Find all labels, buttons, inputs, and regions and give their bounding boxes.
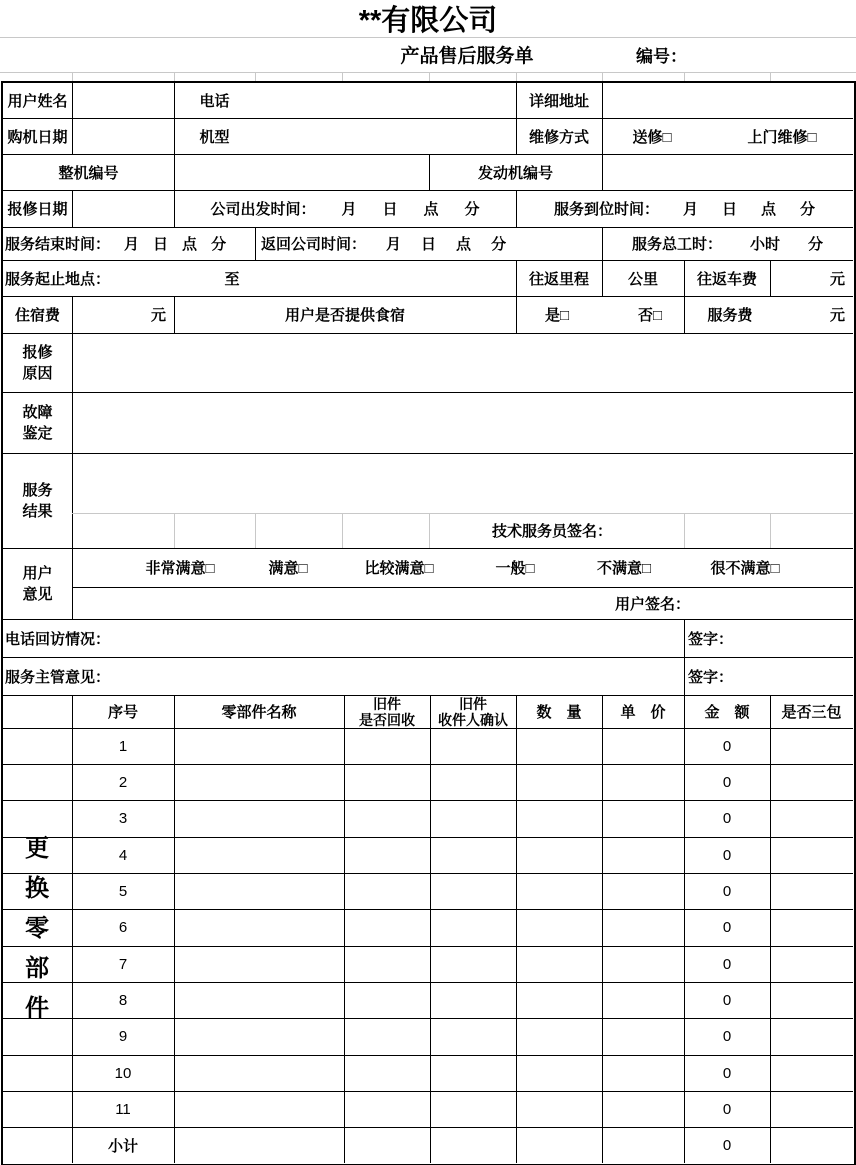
parts-row-name-input[interactable] xyxy=(175,874,343,908)
parts-row-name-input[interactable] xyxy=(175,1056,343,1090)
model-label: 机型 xyxy=(199,128,230,146)
service-result-label xyxy=(3,453,72,548)
grid-line xyxy=(255,72,256,81)
repair-mode-label: 维修方式 xyxy=(528,128,589,146)
fault-diagnosis-line2: 鉴定 xyxy=(22,424,53,442)
fault-diagnosis-line1: 故障 xyxy=(22,403,53,421)
company-title: **有限公司 xyxy=(358,5,498,37)
replace-parts-char: 部 xyxy=(25,955,50,982)
user-sign-label[interactable]: 用户签名： xyxy=(615,595,691,613)
hour-label: 点 xyxy=(761,201,777,218)
depart-time-label: 公司出发时间： xyxy=(210,201,316,218)
satisfaction-very-unsatisfied-checkbox[interactable]: 很不满意□ xyxy=(710,560,780,577)
grid-line xyxy=(342,72,343,81)
month-label: 月 xyxy=(341,201,357,218)
parts-row-amount: 0 xyxy=(722,991,732,1009)
parts-header-three-pack: 是否三包 xyxy=(781,704,842,721)
mileage-label: 往返里程 xyxy=(528,270,589,288)
model-input[interactable] xyxy=(256,119,515,153)
phone-label: 电话 xyxy=(199,93,230,110)
parts-header-qty: 数 量 xyxy=(536,704,582,721)
grid-line xyxy=(429,72,430,81)
parts-row-amount: 0 xyxy=(722,846,732,864)
old-recycle-line2: 是否回收 xyxy=(359,711,415,728)
repair-reason-line1: 报修 xyxy=(22,343,53,361)
minute-label: 分 xyxy=(491,236,507,253)
callback-label[interactable]: 电话回访情况： xyxy=(5,630,111,648)
total-hours-cell[interactable] xyxy=(602,227,853,260)
engine-no-input[interactable] xyxy=(603,155,852,189)
km-label: 公里 xyxy=(627,270,658,288)
user-name-label: 用户姓名 xyxy=(7,93,68,110)
manager-sign-label[interactable]: 签字： xyxy=(688,668,734,686)
address-label: 详细地址 xyxy=(528,93,589,110)
parts-row-amount: 0 xyxy=(722,882,732,900)
machine-no-label: 整机编号 xyxy=(58,164,119,182)
satisfaction-unsatisfied-checkbox[interactable]: 不满意□ xyxy=(596,560,652,577)
lodging-label: 住宿费 xyxy=(14,307,60,324)
yuan-label: 元 xyxy=(829,307,845,324)
total-hours-label: 服务总工时： xyxy=(631,236,722,253)
parts-row-amount: 0 xyxy=(722,737,732,755)
user-opinion-label xyxy=(3,548,72,619)
parts-row-seq: 1 xyxy=(118,737,128,755)
parts-row-seq: 5 xyxy=(118,882,128,900)
parts-row-name-input[interactable] xyxy=(175,983,343,1017)
minute-label: 分 xyxy=(464,201,480,218)
depart-time-cell[interactable] xyxy=(174,190,516,227)
minute-label: 分 xyxy=(808,236,824,253)
machine-no-input[interactable] xyxy=(175,155,428,189)
grid-line xyxy=(72,72,73,81)
replace-parts-char: 换 xyxy=(25,875,50,902)
repair-reason-input[interactable] xyxy=(73,334,852,391)
parts-row-name-input[interactable] xyxy=(175,801,343,836)
minute-label: 分 xyxy=(211,236,227,253)
onsite-repair-checkbox[interactable]: 上门维修□ xyxy=(747,128,817,146)
month-label: 月 xyxy=(682,201,698,218)
engine-no-label: 发动机编号 xyxy=(477,164,553,182)
parts-subtotal-label: 小计 xyxy=(107,1137,138,1155)
parts-row-seq: 10 xyxy=(114,1064,132,1082)
route-label: 服务起止地点： xyxy=(5,270,111,288)
grid-line xyxy=(516,72,517,81)
minute-label: 分 xyxy=(800,201,816,218)
day-label: 日 xyxy=(382,201,398,218)
parts-row-seq: 3 xyxy=(118,810,128,827)
parts-row-name-input[interactable] xyxy=(175,765,343,799)
replace-parts-char: 件 xyxy=(25,995,50,1022)
repair-reason-label xyxy=(3,333,72,392)
parts-row-seq: 7 xyxy=(118,955,128,973)
fault-diagnosis-input[interactable] xyxy=(73,393,852,452)
old-confirm-line1: 旧件 xyxy=(459,695,487,712)
parts-row-amount: 0 xyxy=(722,1064,732,1082)
parts-row-amount: 0 xyxy=(722,919,732,936)
parts-row-amount: 0 xyxy=(722,955,732,973)
parts-row-amount: 0 xyxy=(722,773,732,791)
hours-unit-label: 小时 xyxy=(749,236,780,253)
satisfaction-very-satisfied-checkbox[interactable]: 非常满意□ xyxy=(145,560,215,577)
service-fee-label: 服务费 xyxy=(707,307,753,324)
parts-subtotal-amount: 0 xyxy=(722,1136,732,1154)
replace-parts-char: 更 xyxy=(25,835,50,862)
grid-line xyxy=(430,695,431,1163)
month-label: 月 xyxy=(124,236,140,253)
parts-header-seq: 序号 xyxy=(107,704,138,721)
tech-sign-label[interactable]: 技术服务员签名： xyxy=(492,523,613,540)
satisfaction-fairly-satisfied-checkbox[interactable]: 比较满意□ xyxy=(364,560,434,577)
satisfaction-average-checkbox[interactable]: 一般□ xyxy=(495,560,535,577)
day-label: 日 xyxy=(721,201,737,218)
parts-row-amount: 0 xyxy=(722,810,732,827)
end-time-cell[interactable] xyxy=(3,227,257,260)
parts-row-seq: 8 xyxy=(118,991,128,1009)
board-label: 用户是否提供食宿 xyxy=(284,307,405,324)
callback-sign-label[interactable]: 签字： xyxy=(688,630,734,648)
replace-parts-char: 零 xyxy=(25,915,50,942)
grid-line xyxy=(684,72,685,81)
grid-line xyxy=(0,37,856,38)
fault-diagnosis-label xyxy=(3,392,72,453)
serial-label: 编号： xyxy=(636,47,687,66)
parts-row-name-input[interactable] xyxy=(175,1019,343,1054)
replace-parts-section-label xyxy=(3,695,72,1163)
service-result-line1: 服务 xyxy=(22,481,53,499)
service-result-input[interactable] xyxy=(73,454,852,512)
day-label: 日 xyxy=(421,236,437,253)
purchase-date-label: 购机日期 xyxy=(7,128,68,146)
parts-row-seq: 6 xyxy=(118,919,128,936)
parts-row-name-input[interactable] xyxy=(175,729,343,763)
grid-line xyxy=(770,72,771,81)
address-input[interactable] xyxy=(603,84,852,117)
phone-input[interactable] xyxy=(256,84,515,117)
grid-line xyxy=(174,72,175,81)
hour-label: 点 xyxy=(182,236,198,253)
report-date-label: 报修日期 xyxy=(7,201,68,218)
parts-row-amount: 0 xyxy=(722,1028,732,1045)
route-to-label: 至 xyxy=(224,270,240,288)
parts-header-old-confirm xyxy=(430,695,516,728)
satisfaction-satisfied-checkbox[interactable]: 满意□ xyxy=(268,560,308,577)
user-name-input[interactable] xyxy=(73,84,173,117)
form-title: 产品售后服务单 xyxy=(400,46,534,67)
parts-row-seq: 9 xyxy=(118,1028,128,1045)
send-repair-checkbox[interactable]: 送修□ xyxy=(632,128,672,146)
return-time-cell[interactable] xyxy=(255,227,608,260)
parts-header-price: 单 价 xyxy=(620,704,666,721)
grid-line xyxy=(602,72,603,81)
parts-row-seq: 4 xyxy=(118,846,128,864)
service-result-line2: 结果 xyxy=(22,502,53,520)
grid-line xyxy=(0,72,856,73)
parts-header-amount: 金 额 xyxy=(704,704,750,721)
parts-row-name-input[interactable] xyxy=(175,838,343,872)
parts-header-old-recycle xyxy=(344,695,430,728)
fare-label: 往返车费 xyxy=(696,270,757,288)
arrive-time-label: 服务到位时间： xyxy=(553,201,659,218)
parts-row-name-input[interactable] xyxy=(175,1092,343,1126)
hour-label: 点 xyxy=(423,201,439,218)
user-opinion-line1: 用户 xyxy=(22,564,53,582)
purchase-date-input[interactable] xyxy=(73,119,173,153)
board-yes-checkbox[interactable]: 是□ xyxy=(544,307,570,324)
parts-row-seq: 11 xyxy=(115,1100,131,1118)
grid-line xyxy=(770,695,771,1163)
board-no-checkbox[interactable]: 否□ xyxy=(637,307,663,324)
day-label: 日 xyxy=(153,236,169,253)
manager-opinion-label[interactable]: 服务主管意见： xyxy=(5,668,111,686)
report-date-input[interactable] xyxy=(73,191,173,226)
yuan-label: 元 xyxy=(829,270,845,288)
parts-header-name: 零部件名称 xyxy=(221,704,297,721)
user-opinion-line2: 意见 xyxy=(22,585,53,603)
repair-reason-line2: 原因 xyxy=(22,364,53,382)
parts-row-seq: 2 xyxy=(118,773,128,791)
old-recycle-line1: 旧件 xyxy=(373,695,401,712)
return-time-label: 返回公司时间： xyxy=(261,236,367,253)
hour-label: 点 xyxy=(456,236,472,253)
grid-line xyxy=(602,695,603,1163)
grid-line xyxy=(516,695,517,1163)
month-label: 月 xyxy=(386,236,402,253)
route-input[interactable] xyxy=(250,261,515,295)
yuan-label: 元 xyxy=(150,307,166,324)
parts-row-name-input[interactable] xyxy=(175,910,343,945)
grid-line xyxy=(344,695,345,1163)
parts-row-amount: 0 xyxy=(722,1100,732,1118)
end-time-label: 服务结束时间： xyxy=(5,236,111,253)
arrive-time-cell[interactable] xyxy=(516,190,853,227)
old-confirm-line2: 收件人确认 xyxy=(438,711,508,728)
parts-row-name-input[interactable] xyxy=(175,947,343,981)
